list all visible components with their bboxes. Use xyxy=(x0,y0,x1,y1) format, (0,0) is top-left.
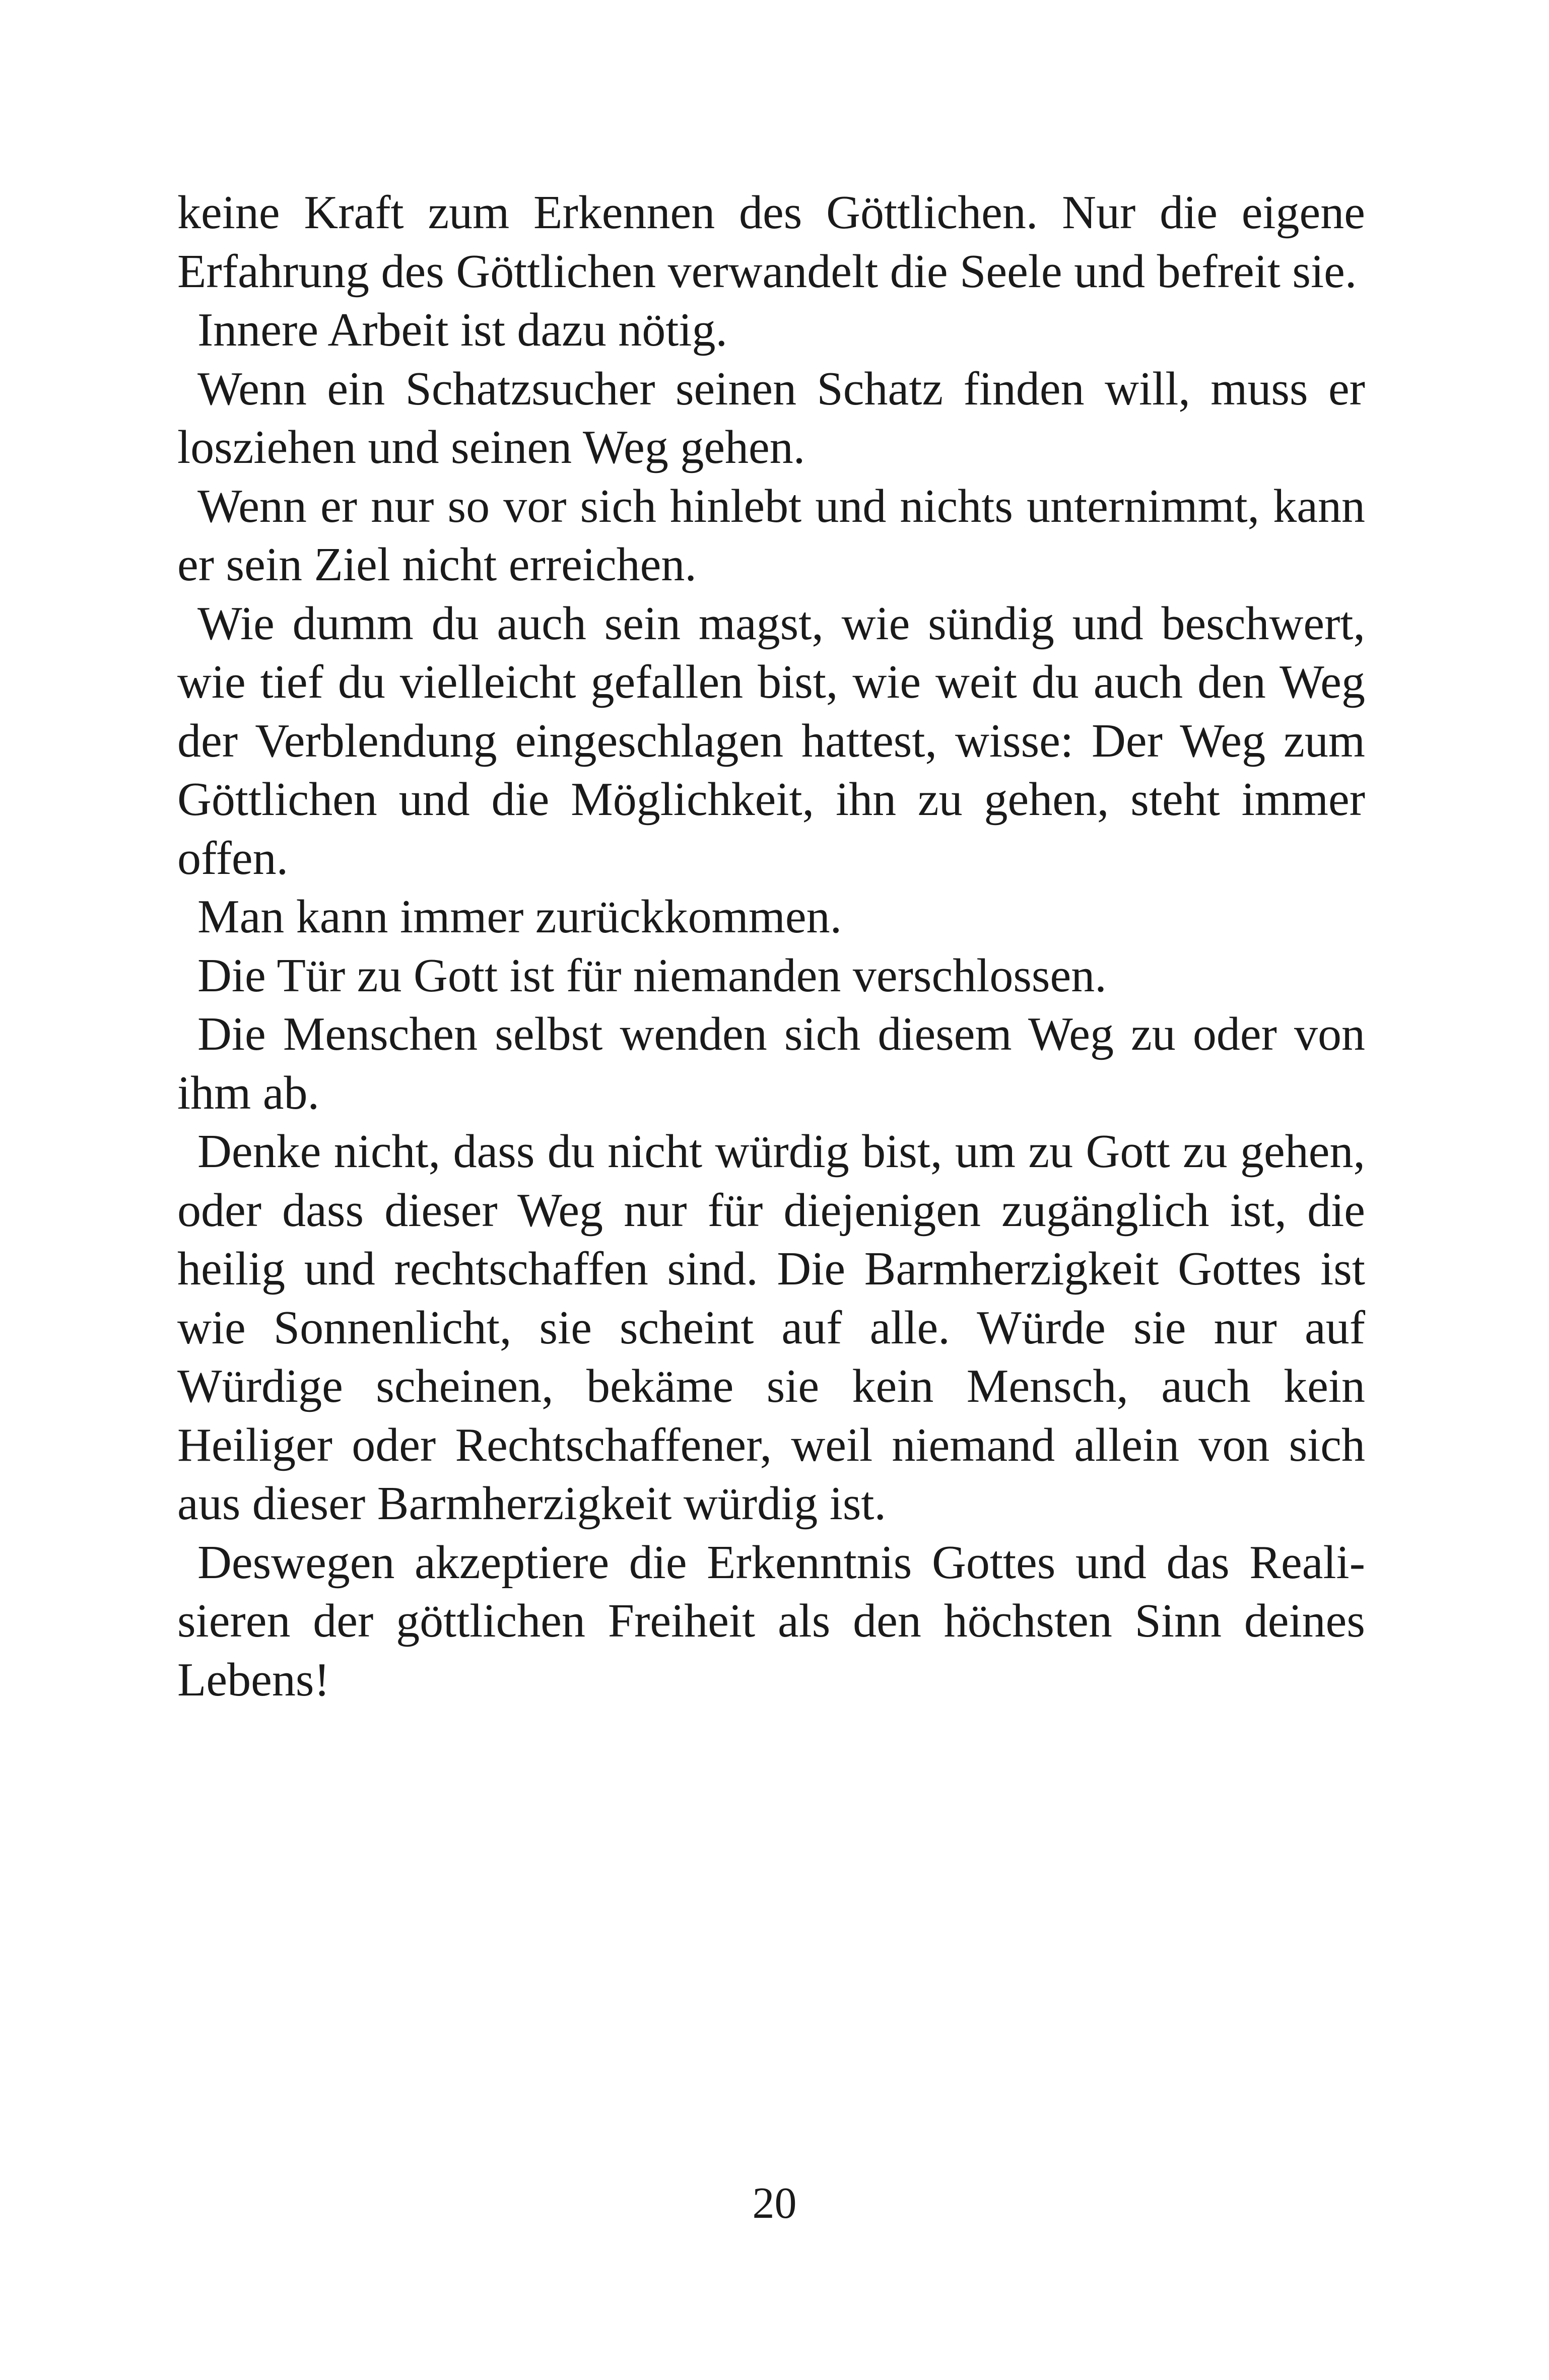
paragraph-4: Wenn er nur so vor sich hinlebt und nichts unternimmt, kann er sein Ziel nicht erreichen. xyxy=(177,480,1365,591)
paragraph-10: Deswegen akzeptiere die Erkenntnis Gottes und das Realisieren der göttlichen Freiheit als den höchsten Sinn deines Lebens! xyxy=(177,1536,1365,1706)
paragraph-7: Die Tür zu Gott ist für niemanden verschlossen. xyxy=(197,949,1107,1002)
paragraph-5: Wie dumm du auch sein magst, wie sündig und beschwert, wie tief du vielleicht gefallen bist, wie weit du auch den Weg der Verblendung eingeschlagen hattest, wisse: Der Weg zum Göttlichen und die Möglichkeit, ihn zu gehen, steht immer offen. xyxy=(177,597,1365,885)
paragraph-8: Die Menschen selbst wenden sich diesem Weg zu oder von ihm ab. xyxy=(177,1008,1365,1119)
paragraph-1: keine Kraft zum Erkennen des Göttlichen. Nur die eigene Erfahrung des Göttlichen verwandelt die Seele und befreit sie. xyxy=(177,186,1365,298)
body-text xyxy=(177,183,1365,1709)
paragraph-9: Denke nicht, dass du nicht würdig bist, um zu Gott zu gehen, oder dass dieser Weg nur für diejenigen zugänglich ist, die heilig und rechtschaffen sind. Die Barmherzigkeit Gottes ist wie Sonnenlicht, sie scheint auf alle. Würde sie nur auf Würdige scheinen, bekäme sie kein Mensch, auch kein Heiliger oder Rechtschaffener, weil niemand allein von sich aus dieser Barmherzigkeit würdig ist. xyxy=(177,1125,1365,1530)
page-number: 20 xyxy=(752,2179,797,2228)
paragraph-2: Innere Arbeit ist dazu nötig. xyxy=(197,304,727,356)
paragraph-3: Wenn ein Schatzsucher seinen Schatz finden will, muss er losziehen und seinen Weg gehen. xyxy=(177,362,1365,473)
paragraph-6: Man kann immer zurückkommen. xyxy=(197,891,842,943)
